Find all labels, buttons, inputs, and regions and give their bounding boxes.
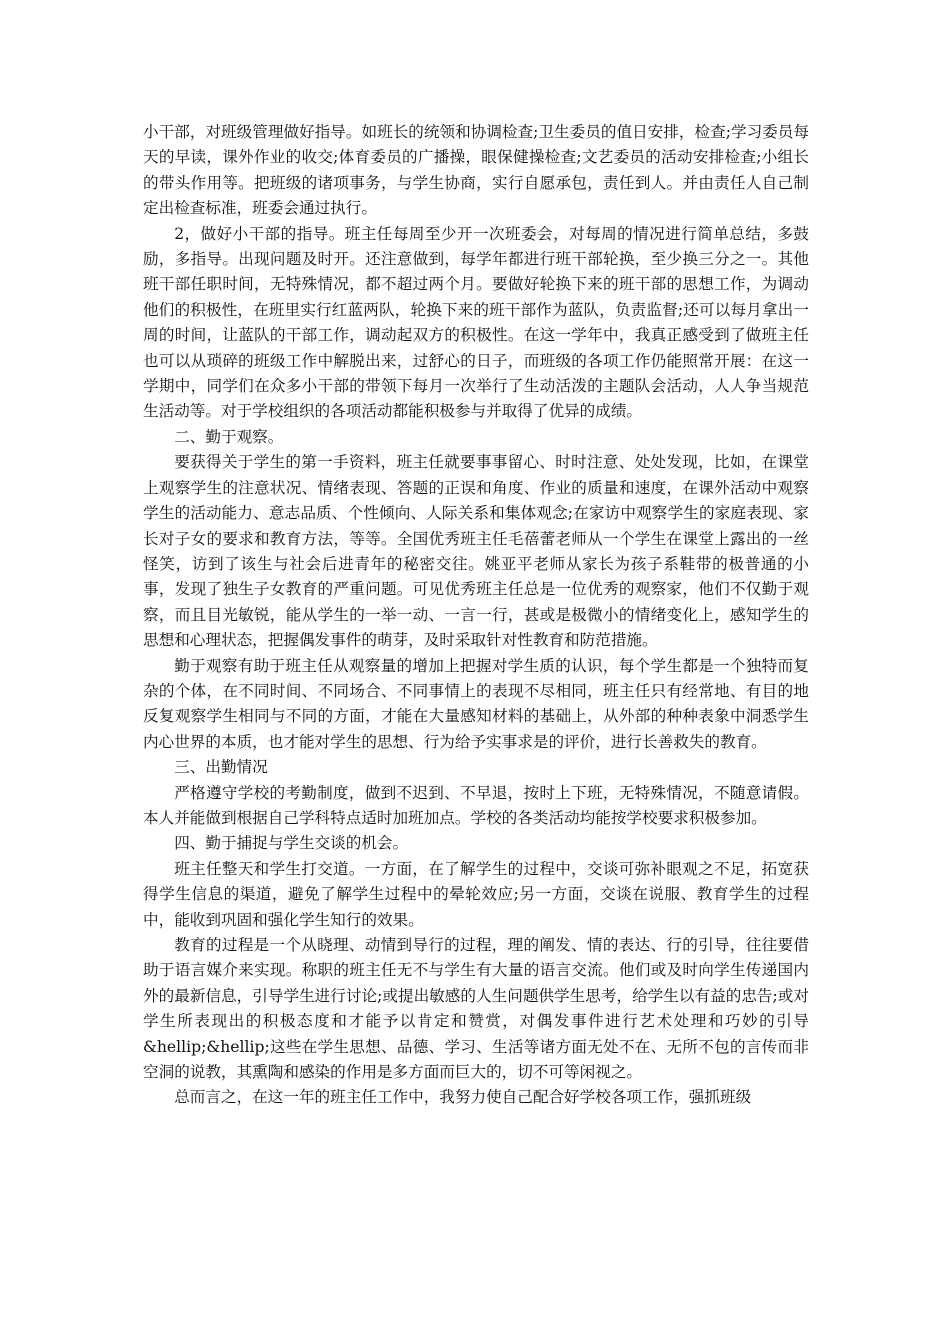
section-heading-observation: 二、勤于观察。 [174,427,284,446]
body-paragraph: 勤于观察有助于班主任从观察量的增加上把握对学生质的认识，每个学生都是一个独特而复杂的个体，在不同时间、不同场合、不同事情上的表现不尽相同，班主任只有经常地、有目的地反复观察学生相同与不同的方面，才能在大量感知材料的基础上，从外部的种种表象中洞悉学生内心世界的本质，也才能对学生的思想、行为给予实事求是的评价，进行长善救失的教育。 [143,656,809,751]
section-heading-communication: 四、勤于捕捉与学生交谈的机会。 [174,834,409,853]
document-page [143,120,809,1111]
body-paragraph: 小干部，对班级管理做好指导。如班长的统领和协调检查;卫生委员的值日安排，检查;学习委员每天的早读，课外作业的收交;体育委员的广播操，眼保健操检查;文艺委员的活动安排检查;小组长的带头作用等。把班级的诸项事务，与学生协商，实行自愿承包，责任到人。并由责任人自己制定出检查标准，班委会通过执行。 [143,123,809,218]
body-paragraph: 严格遵守学校的考勤制度，做到不迟到、不早退，按时上下班，无特殊情况，不随意请假。本人并能做到根据自己学科特点适时加班加点。学校的各类活动均能按学校要求积极参加。 [143,783,809,827]
body-paragraph: 教育的过程是一个从晓理、动情到导行的过程，理的阐发、情的表达、行的引导，往往要借助于语言媒介来实现。称职的班主任无不与学生有大量的语言交流。他们或及时向学生传递国内外的最新信息，引导学生进行讨论;或提出敏感的人生问题供学生思考，给学生以有益的忠告;或对学生所表现出的积极态度和才能予以肯定和赞赏，对偶发事件进行艺术处理和巧妙的引导&hellip;&hellip;这些在学生思想、品德、学习、生活等诸方面无处不在、无所不包的言传而非空洞的说教，其熏陶和感染的作用是多方面而巨大的，切不可等闲视之。 [143,936,809,1082]
body-paragraph: 总而言之，在这一年的班主任工作中，我努力使自己配合好学校各项工作，强抓班级 [174,1088,752,1107]
body-paragraph: 要获得关于学生的第一手资料，班主任就要事事留心、时时注意、处处发现，比如，在课堂上观察学生的注意状况、情绪表现、答题的正误和角度、作业的质量和速度，在课外活动中观察学生的活动能力、意志品质、个性倾向、人际关系和集体观念;在家访中观察学生的家庭表现、家长对子女的要求和教育方法，等等。全国优秀班主任毛蓓蕾老师从一个学生在课堂上露出的一丝怪笑，访到了该生与社会后进青年的秘密交往。姚亚平老师从家长为孩子系鞋带的极普通的小事，发现了独生子女教育的严重问题。可见优秀班主任总是一位优秀的观察家，他们不仅勤于观察，而且目光敏锐，能从学生的一举一动、一言一行，甚或是极微小的情绪变化上，感知学生的思想和心理状态，把握偶发事件的萌芽，及时采取针对性教育和防范措施。 [143,453,809,650]
body-paragraph: 班主任整天和学生打交道。一方面，在了解学生的过程中，交谈可弥补眼观之不足，拓宽获得学生信息的渠道，避免了解学生过程中的晕轮效应;另一方面，交谈在说服、教育学生的过程中，能收到巩固和强化学生知行的效果。 [143,859,809,929]
body-paragraph: 2，做好小干部的指导。班主任每周至少开一次班委会，对每周的情况进行简单总结，多鼓励，多指导。出现问题及时开。还注意做到，每学年都进行班干部轮换，至少换三分之一。其他班干部任职时间，无特殊情况，都不超过两个月。要做好轮换下来的班干部的思想工作，为调动他们的积极性，在班里实行红蓝两队，轮换下来的班干部作为蓝队，负责监督;还可以每月拿出一周的时间，让蓝队的干部工作，调动起双方的积极性。在这一学年中，我真正感受到了做班主任也可以从琐碎的班级工作中解脱出来，过舒心的日子，而班级的各项工作仍能照常开展：在这一学期中，同学们在众多小干部的带领下每月一次举行了生动活泼的主题队会活动，人人争当规范生活动等。对于学校组织的各项活动都能积极参与并取得了优异的成绩。 [143,224,809,421]
section-heading-attendance: 三、出勤情况 [174,758,268,777]
